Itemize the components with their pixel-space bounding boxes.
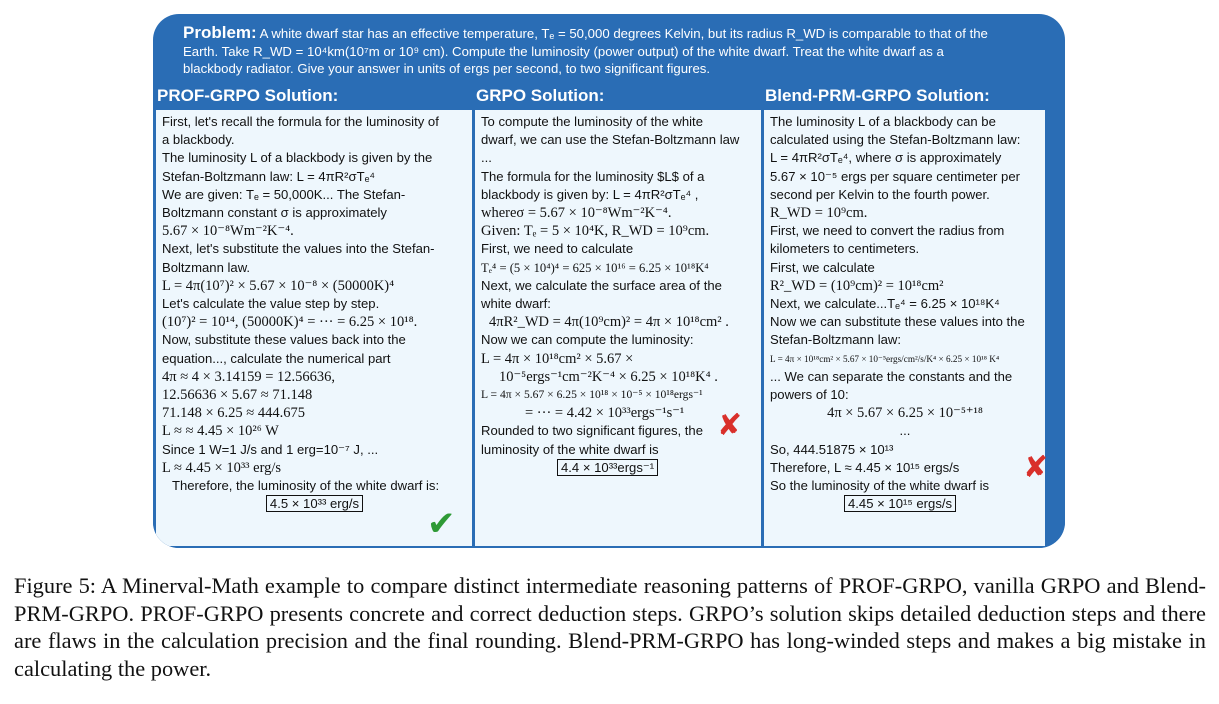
solution-line: L = 4π × 10¹⁸cm² × 5.67 × xyxy=(481,350,634,367)
solution-line: L ≈ ≈ 4.45 × 10²⁶ W xyxy=(162,423,279,440)
solution-line: R²_WD = (10⁹cm)² = 10¹⁸cm² xyxy=(770,277,944,294)
check-mark-icon: ✔ xyxy=(427,504,456,544)
column-title: Blend-PRM-GRPO Solution: xyxy=(765,86,990,105)
solution-line: So the luminosity of the white dwarf is xyxy=(770,478,990,494)
solution-line: ... xyxy=(899,423,911,439)
solution-line: Now we can compute the luminosity: xyxy=(481,332,694,348)
problem-statement xyxy=(183,24,1045,78)
final-answer-box: 4.45 × 10¹⁵ ergs/s xyxy=(844,495,956,512)
solution-line: 10⁻⁵ergs⁻¹cm⁻²K⁻⁴ × 6.25 × 10¹⁸K⁴ . xyxy=(499,368,718,385)
column-title: GRPO Solution: xyxy=(476,86,605,105)
solution-line: Next, we calculate the surface area of the xyxy=(481,277,722,293)
problem-line-2: Earth. Take R_WD = 10⁴km(10⁷m or 10⁹ cm). Compute the luminosity (power output) of the white dwarf. Treat the white dwarf as a xyxy=(183,43,944,59)
column-prof-grpo xyxy=(153,84,475,548)
solution-line: equation..., calculate the numerical part xyxy=(162,350,391,366)
solution-line: ... We can separate the constants and the xyxy=(770,368,1013,384)
solution-line: calculated using the Stefan-Boltzmann law: xyxy=(770,132,1021,148)
solution-line: L = 4π × 5.67 × 6.25 × 10¹⁸ × 10⁻⁵ × 10¹⁸ergs⁻¹ xyxy=(481,388,703,402)
solution-line: (10⁷)² = 10¹⁴, (50000K)⁴ = ··· = 6.25 × 10¹⁸. xyxy=(162,314,418,331)
solution-line: So, 444.51875 × 10¹³ xyxy=(770,441,894,457)
column-body xyxy=(156,110,472,546)
cross-mark-icon: ✘ xyxy=(1023,450,1049,485)
solution-line: second per Kelvin to the fourth power. xyxy=(770,186,990,202)
solution-line: L = 4πR²σTₑ⁴, where σ is approximately xyxy=(770,150,1002,166)
solution-line: ... xyxy=(481,150,492,166)
solution-line: Boltzmann law. xyxy=(162,259,251,275)
solution-line: = ··· = 4.42 × 10³³ergs⁻¹s⁻¹ xyxy=(525,405,685,422)
figure-panel xyxy=(153,14,1065,548)
solution-line: 71.148 × 6.25 ≈ 444.675 xyxy=(162,405,306,422)
solution-line: Next, we calculate...Tₑ⁴ = 6.25 × 10¹⁸K⁴ xyxy=(770,296,1000,312)
column-body xyxy=(764,110,1045,546)
solution-line: white dwarf: xyxy=(481,296,551,312)
solution-line: Let's calculate the value step by step. xyxy=(162,296,380,312)
column-title: PROF-GRPO Solution: xyxy=(157,86,339,105)
solution-line: R_WD = 10⁹cm. xyxy=(770,205,868,222)
final-answer-box: 4.4 × 10³³ergs⁻¹ xyxy=(557,459,658,476)
solution-line: L ≈ 4.45 × 10³³ erg/s xyxy=(162,459,282,476)
solution-line: 12.56636 × 5.67 ≈ 71.148 xyxy=(162,387,313,404)
solution-line: a blackbody. xyxy=(162,132,235,148)
solution-line: Since 1 W=1 J/s and 1 erg=10⁻⁷ J, ... xyxy=(162,441,379,457)
solution-line: 4π ≈ 4 × 3.14159 = 12.56636, xyxy=(162,368,336,385)
solution-line: Stefan-Boltzmann law: xyxy=(770,332,902,348)
solution-line: The luminosity L of a blackbody is given by the xyxy=(162,150,433,166)
final-answer-box: 4.5 × 10³³ erg/s xyxy=(266,495,363,512)
solution-line: 5.67 × 10⁻⁵ ergs per square centimeter per xyxy=(770,168,1020,184)
solution-line: Therefore, the luminosity of the white dwarf is: xyxy=(172,478,440,494)
solution-line: Given: Tₑ = 5 × 10⁴K, R_WD = 10⁹cm. xyxy=(481,223,710,240)
solution-line: Now we can substitute these values into the xyxy=(770,314,1025,330)
solution-line: The luminosity L of a blackbody can be xyxy=(770,114,996,129)
solution-line: whereσ = 5.67 × 10⁻⁸Wm⁻²K⁻⁴. xyxy=(481,205,672,222)
problem-lead: Problem: xyxy=(183,23,257,42)
solution-line: First, we calculate xyxy=(770,259,875,275)
solution-line: blackbody is given by: L = 4πR²σTₑ⁴ , xyxy=(481,186,699,202)
figure-caption: Figure 5: A Minerval-Math example to compare distinct intermediate reasoning patterns of PROF-GRPO, vanilla GRPO and Blend-PRM-GRPO. PROF-GRPO presents concrete and correct deduction steps. GRPO’s solution skips detailed deduction steps and there are flaws in the calculation precision and the final rounding. Blend-PRM-GRPO has long-winded steps and makes a big mistake in calculating the power. xyxy=(14,573,1206,681)
solution-line: Rounded to two significant figures, the xyxy=(481,423,703,439)
solution-line: 4π × 5.67 × 6.25 × 10⁻⁵⁺¹⁸ xyxy=(827,405,983,422)
solution-line: The formula for the luminosity $L$ of a xyxy=(481,168,705,184)
column-blend-prm-grpo xyxy=(761,84,1065,548)
solution-line: dwarf, we can use the Stefan-Boltzmann law xyxy=(481,132,740,148)
column-body xyxy=(475,110,761,546)
solution-line: First, let's recall the formula for the luminosity of xyxy=(162,114,439,129)
problem-line-1 xyxy=(183,24,1045,43)
solution-line: 4πR²_WD = 4π(10⁹cm)² = 4π × 10¹⁸cm² . xyxy=(489,314,729,331)
solution-line: Therefore, L ≈ 4.45 × 10¹⁵ ergs/s xyxy=(770,459,960,475)
solution-line: Next, let's substitute the values into the Stefan- xyxy=(162,241,435,257)
solution-line: Stefan-Boltzmann law: L = 4πR²σTₑ⁴ xyxy=(162,168,376,184)
solution-line: luminosity of the white dwarf is xyxy=(481,441,659,457)
solution-line: First, we need to convert the radius from xyxy=(770,223,1005,239)
solution-line: 5.67 × 10⁻⁸Wm⁻²K⁻⁴. xyxy=(162,223,294,240)
final-answer-row xyxy=(770,495,1040,513)
problem-text-1: A white dwarf star has an effective temperature, Tₑ = 50,000 degrees Kelvin, but its radius R_WD is comparable to that of the xyxy=(256,26,988,41)
cross-mark-icon: ✘ xyxy=(717,408,743,443)
column-grpo xyxy=(472,84,764,548)
solution-line: kilometers to centimeters. xyxy=(770,241,920,257)
solution-line: Now, substitute these values back into the xyxy=(162,332,406,348)
solution-line: L = 4π(10⁷)² × 5.67 × 10⁻⁸ × (50000K)⁴ xyxy=(162,277,395,294)
final-answer-row xyxy=(162,495,467,513)
solution-line: Boltzmann constant σ is approximately xyxy=(162,205,387,221)
solution-line: First, we need to calculate xyxy=(481,241,634,257)
solution-line: L = 4π × 10¹⁸cm² × 5.67 × 10⁻⁵ergs/cm²/s/K⁴ × 6.25 × 10¹⁸ K⁴ xyxy=(770,353,1000,364)
solution-line: To compute the luminosity of the white xyxy=(481,114,703,129)
final-answer-row xyxy=(481,459,756,477)
problem-line-3: blackbody radiator. Give your answer in units of ergs per second, to two significant figures. xyxy=(183,61,711,76)
solution-line: Tₑ⁴ = (5 × 10⁴)⁴ = 625 × 10¹⁶ = 6.25 × 10¹⁸K⁴ xyxy=(481,260,709,275)
solution-line: We are given: Tₑ = 50,000K... The Stefan- xyxy=(162,186,406,202)
solution-line: powers of 10: xyxy=(770,387,849,403)
